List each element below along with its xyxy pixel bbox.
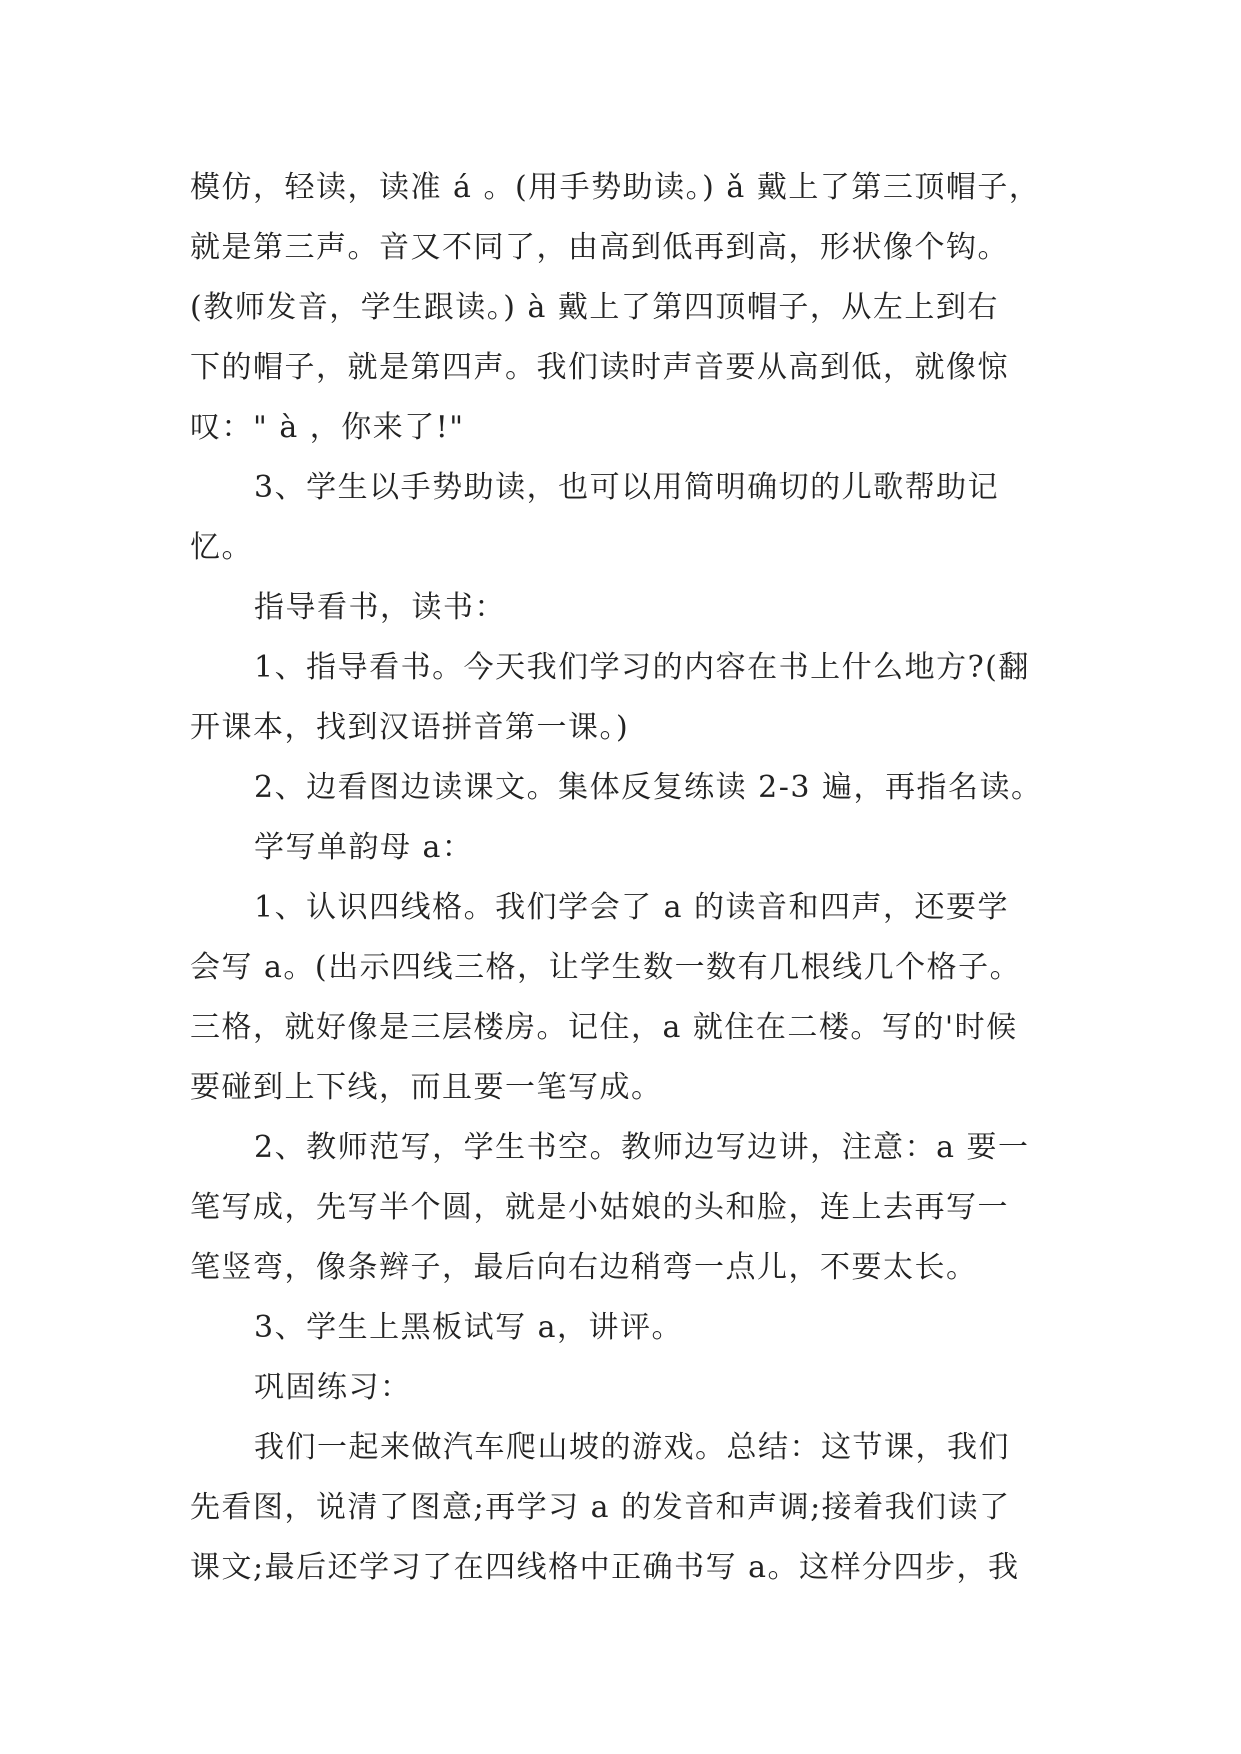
paragraph-first-line: 1、指导看书。今天我们学习的内容在书上什么地方?(翻 [254, 650, 1030, 685]
document-body [190, 158, 1060, 1598]
paragraph-first-line: 3、学生上黑板试写 a，讲评。 [254, 1310, 684, 1345]
paragraph-first-line: 3、学生以手势助读，也可以用简明确切的儿歌帮助记 [254, 470, 1000, 505]
text-line: 下的帽子，就是第四声。我们读时声音要从高到低，就像惊 [190, 350, 1009, 385]
text-line: 忆。 [190, 530, 253, 565]
text-line: 笔写成，先写半个圆，就是小姑娘的头和脸，连上去再写一 [190, 1190, 1009, 1225]
section-heading: 学写单韵母 a： [254, 830, 474, 865]
text-line: 叹：" à ，你来了!" [190, 410, 465, 445]
section-heading: 指导看书，读书： [254, 590, 506, 625]
paragraph-first-line: 1、认识四线格。我们学会了 a 的读音和四声，还要学 [254, 890, 1010, 925]
text-line: (教师发音，学生跟读。) à 戴上了第四顶帽子，从左上到右 [190, 290, 999, 325]
section-heading: 巩固练习： [254, 1370, 412, 1405]
text-line: 要碰到上下线，而且要一笔写成。 [190, 1070, 663, 1105]
text-line: 就是第三声。音又不同了，由高到低再到高，形状像个钩。 [190, 230, 1009, 265]
text-line: 先看图，说清了图意;再学习 a 的发音和声调;接着我们读了 [190, 1490, 1011, 1525]
paragraph-first-line: 我们一起来做汽车爬山坡的游戏。总结：这节课，我们 [254, 1430, 1010, 1465]
text-line: 笔竖弯，像条辫子，最后向右边稍弯一点儿，不要太长。 [190, 1250, 978, 1285]
text-line: 开课本，找到汉语拼音第一课。) [190, 710, 630, 745]
text-line: 模仿，轻读，读准 á 。(用手势助读。) ǎ 戴上了第三顶帽子， [190, 170, 1041, 205]
paragraph-first-line: 2、教师范写，学生书空。教师边写边讲，注意：a 要一 [254, 1130, 1030, 1165]
text-line: 会写 a。(出示四线三格，让学生数一数有几根线几个格子。 [190, 950, 1022, 985]
paragraph-first-line: 2、边看图边读课文。集体反复练读 2-3 遍，再指名读。 [254, 770, 1043, 805]
text-line: 三格，就好像是三层楼房。记住，a 就住在二楼。写的'时候 [190, 1010, 1018, 1045]
text-line: 课文;最后还学习了在四线格中正确书写 a。这样分四步，我 [190, 1550, 1020, 1585]
